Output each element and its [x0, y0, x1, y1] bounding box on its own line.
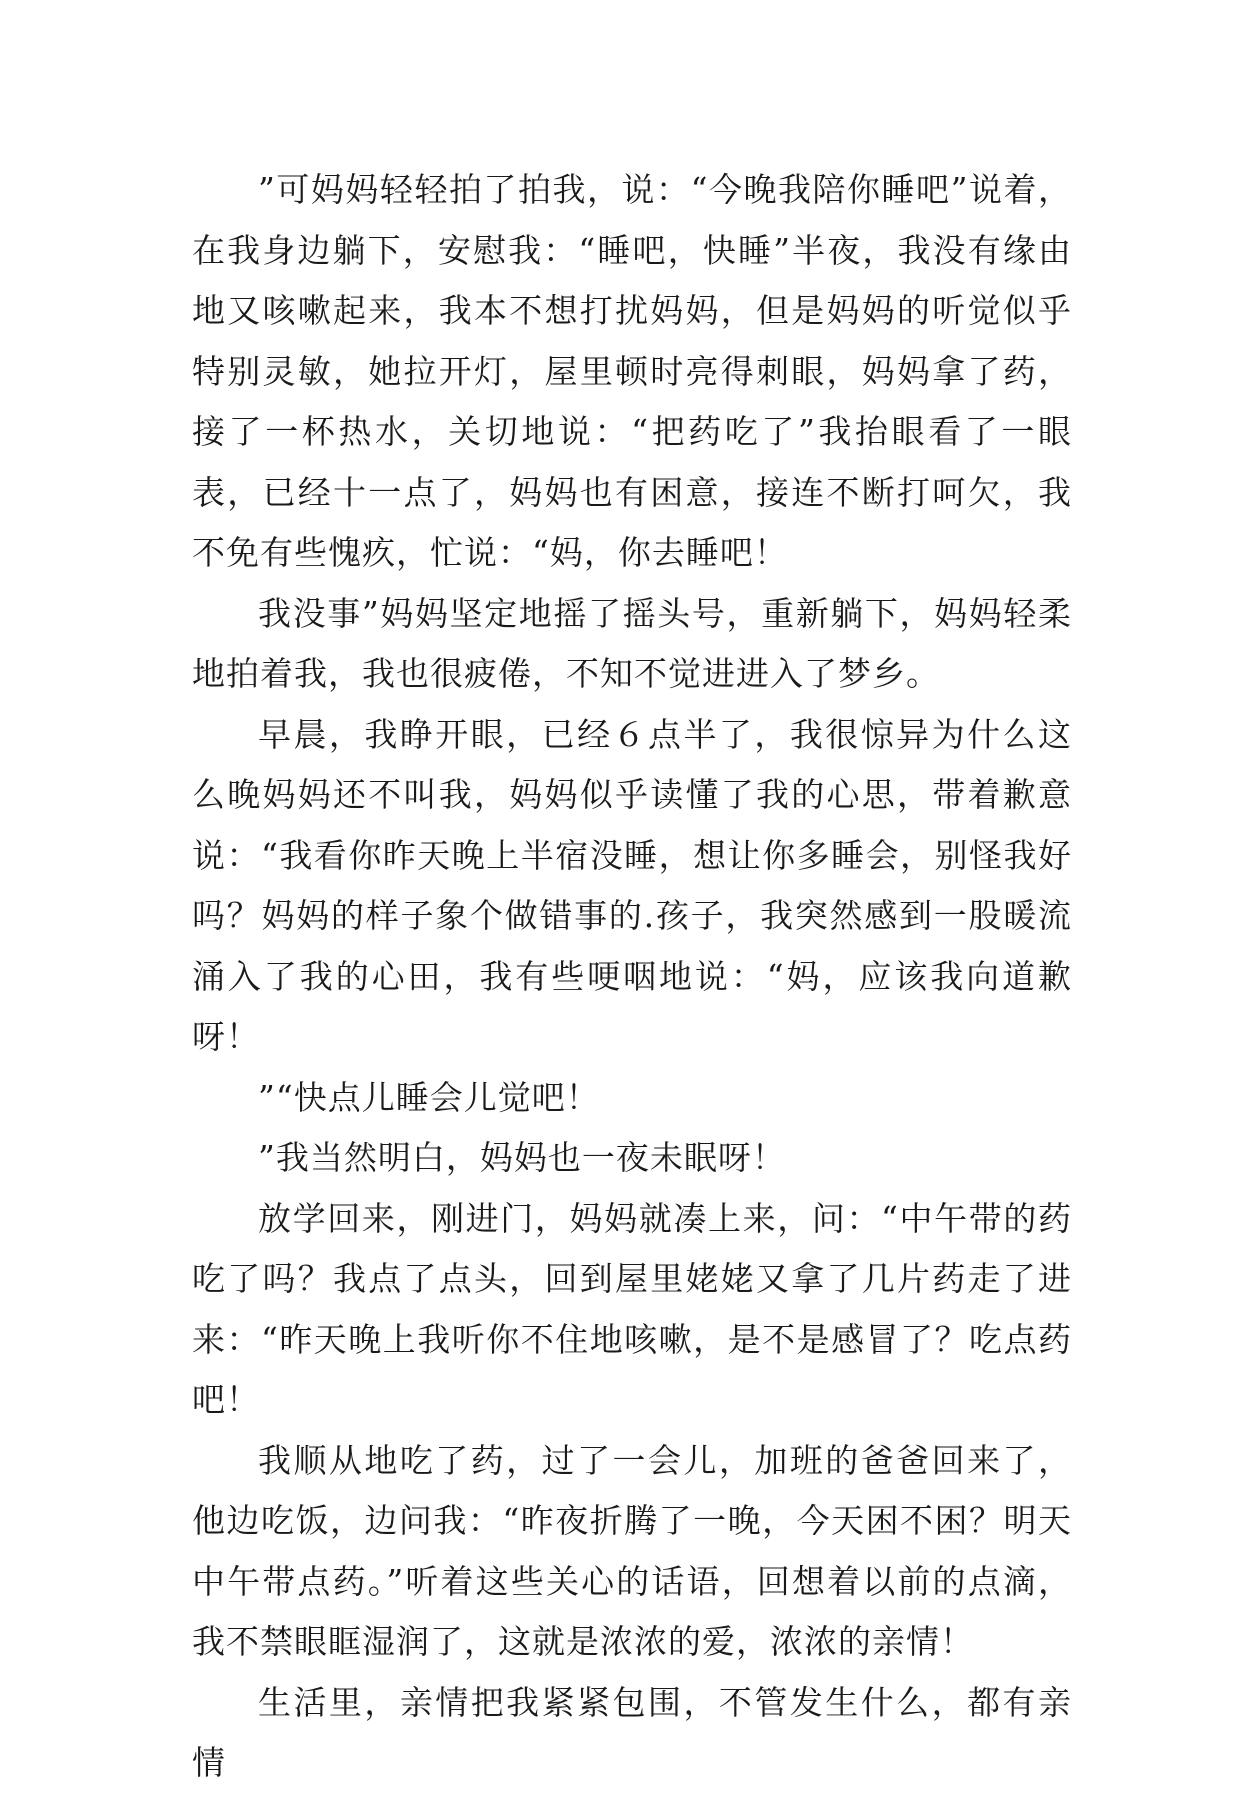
paragraph-1: ”可妈妈轻轻拍了拍我，说：“今晚我陪你睡吧”说着，在我身边躺下，安慰我：“睡吧，快睡”半夜，我没有缘由地又咳嗽起来，我本不想打扰妈妈，但是妈妈的听觉似乎特别灵敏，她拉开灯，屋里顿时亮得刺眼，妈妈拿了药，接了一杯热水，关切地说：“把药吃了”我抬眼看了一眼表，已经十一点了，妈妈也有困意，接连不断打呵欠，我不免有些愧疚，忙说：“妈，你去睡吧！: [192, 170, 1072, 572]
paragraph-4: ”“快点儿睡会儿觉吧！: [258, 1077, 600, 1117]
paragraph-8: 生活里，亲情把我紧紧包围，不管发生什么，都有亲情: [192, 1682, 1072, 1782]
paragraph-3: 早晨，我睁开眼，已经６点半了，我很惊异为什么这么晚妈妈还不叫我，妈妈似乎读懂了我的心思，带着歉意说：“我看你昨天晚上半宿没睡，想让你多睡会，别怪我好吗？妈妈的样子象个做错事的.孩子，我突然感到一股暖流涌入了我的心田，我有些哽咽地说：“妈，应该我向道歉呀！: [192, 714, 1072, 1056]
paragraph-6: 放学回来，刚进门，妈妈就凑上来，问：“中午带的药吃了吗？我点了点头，回到屋里姥姥又拿了几片药走了进来：“昨天晚上我听你不住地咳嗽，是不是感冒了？吃点药吧！: [192, 1198, 1072, 1419]
paragraph-2: 我没事”妈妈坚定地摇了摇头号，重新躺下，妈妈轻柔地拍着我，我也很疲倦，不知不觉进进入了梦乡。: [192, 593, 1072, 693]
paragraph-7: 我顺从地吃了药，过了一会儿，加班的爸爸回来了，他边吃饭，边问我：“昨夜折腾了一晚，今天困不困？明天中午带点药。”听着这些关心的话语，回想着以前的点滴，我不禁眼眶湿润了，这就是浓浓的爱，浓浓的亲情！: [192, 1440, 1072, 1661]
paragraph-5: ”我当然明白，妈妈也一夜未眠呀！: [258, 1138, 786, 1177]
document-body: [192, 160, 1072, 1794]
